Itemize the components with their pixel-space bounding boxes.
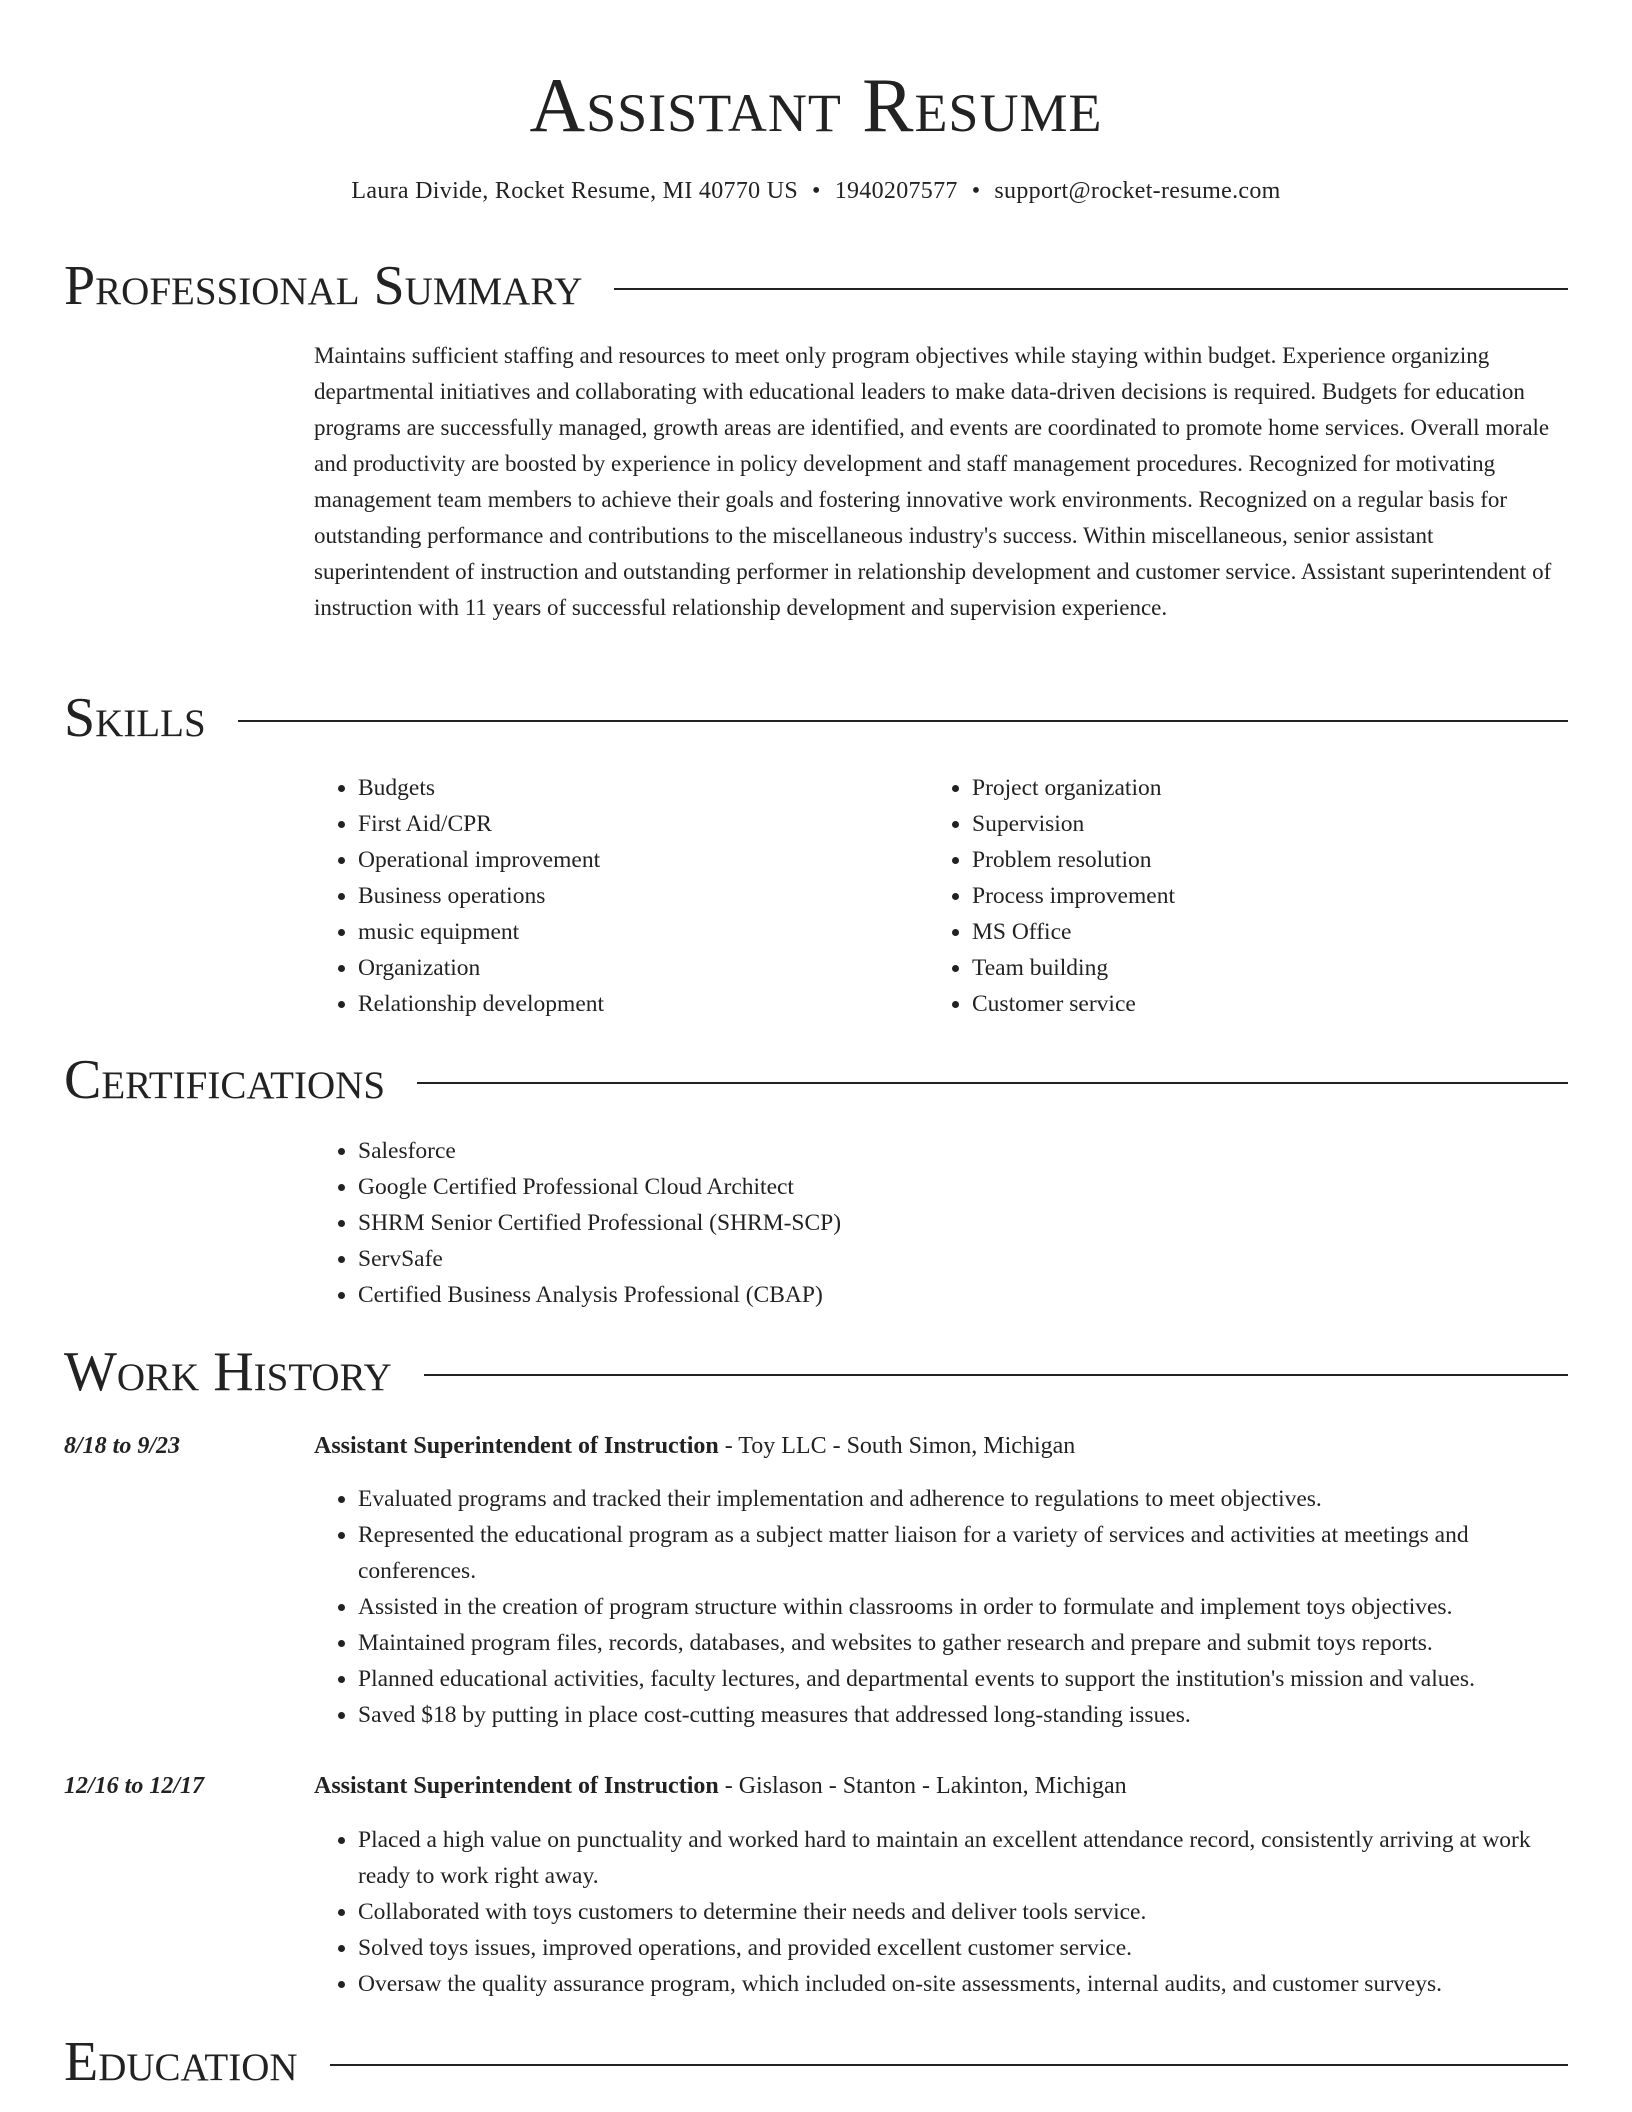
skill-item: • First Aid/CPR (358, 806, 914, 842)
certification-item: • SHRM Senior Certified Professional (SHRM-SCP) (358, 1205, 1568, 1241)
skills-column-left (314, 770, 914, 1022)
resume-name: Assistant Resume (529, 62, 1103, 148)
section-title-certifications: Certifications (64, 1049, 386, 1111)
skill-item: • Team building (972, 950, 1528, 986)
job-details: - Toy LLC - South Simon, Michigan (718, 1433, 1076, 1459)
section-title-work: Work History (64, 1341, 392, 1403)
section-divider (417, 1082, 1568, 1084)
contact-address: Laura Divide, Rocket Resume, MI 40770 US (351, 178, 798, 204)
job-bullet: • Oversaw the quality assurance program, which included on-site assessments, internal audits, and customer surveys. (358, 1966, 1568, 2002)
skill-item: • Organization (358, 950, 914, 986)
section-title-summary: Professional Summary (64, 255, 583, 317)
section-divider (424, 1374, 1568, 1376)
job-bullet: • Evaluated programs and tracked their implementation and adherence to regulations to meet objectives. (358, 1481, 1568, 1517)
skill-item: • Project organization (972, 770, 1528, 806)
contact-email: support@rocket-resume.com (994, 178, 1281, 204)
job-bullet: • Collaborated with toys customers to determine their needs and deliver tools service. (358, 1894, 1568, 1930)
skill-item: • MS Office (972, 914, 1528, 950)
skills-column-right (928, 770, 1528, 1022)
job-bullets (314, 1481, 1568, 1733)
job-dates: 8/18 to 9/23 (64, 1433, 181, 1459)
job-bullet: • Saved $18 by putting in place cost-cutting measures that addressed long-standing issues. (358, 1697, 1568, 1733)
section-header-skills (64, 686, 1568, 750)
skill-item: • Budgets (358, 770, 914, 806)
section-divider (238, 720, 1568, 722)
skill-item: • Operational improvement (358, 842, 914, 878)
section-header-work (64, 1340, 1568, 1404)
job-bullet: • Planned educational activities, faculty lectures, and departmental events to support the institution's mission and values. (358, 1661, 1568, 1697)
skill-item: • Customer service (972, 986, 1528, 1022)
section-title-skills: Skills (64, 687, 206, 749)
certification-item: • Google Certified Professional Cloud Architect (358, 1169, 1568, 1205)
contact-line (0, 174, 1632, 208)
contact-separator: • (812, 178, 821, 204)
job-header (314, 1768, 1568, 1804)
job-bullet: • Solved toys issues, improved operations, and provided excellent customer service. (358, 1930, 1568, 1966)
certifications-list (314, 1133, 1568, 1313)
section-divider (330, 2064, 1568, 2066)
skill-item: • music equipment (358, 914, 914, 950)
skill-item: • Supervision (972, 806, 1528, 842)
certification-item: • ServSafe (358, 1241, 1568, 1277)
job-bullet: • Placed a high value on punctuality and worked hard to maintain an excellent attendance record, consistently arriving at work ready to work right away. (358, 1822, 1568, 1894)
certification-item: • Salesforce (358, 1133, 1568, 1169)
job-title: Assistant Superintendent of Instruction (314, 1433, 719, 1459)
section-divider (614, 288, 1568, 290)
skill-item: • Business operations (358, 878, 914, 914)
section-header-certifications (64, 1048, 1568, 1112)
contact-phone: 1940207577 (834, 178, 958, 204)
section-header-summary (64, 254, 1568, 318)
summary-text: Maintains sufficient staffing and resources to meet only program objectives while staying within budget. Experience organizing departmental initiatives and collaborating with educational leaders to make data-driven decisions is required. Budgets for education programs are successfully managed, growth areas are identified, and events are coordinated to promote home services. Overall morale and productivity are boosted by experience in policy development and staff management procedures. Recognized for motivating management team members to achieve their goals and fostering innovative work environments. Recognized on a regular basis for outstanding performance and contributions to the miscellaneous industry's success. Within miscellaneous, senior assistant superintendent of instruction and outstanding performer in relationship development and customer service. Assistant superintendent of instruction with 11 years of successful relationship development and supervision experience. (314, 343, 1552, 620)
job-dates: 12/16 to 12/17 (64, 1773, 205, 1799)
skill-item: • Relationship development (358, 986, 914, 1022)
job-bullets (314, 1822, 1568, 2002)
contact-separator: • (971, 178, 981, 204)
job-title: Assistant Superintendent of Instruction (314, 1773, 719, 1799)
job-bullet: • Assisted in the creation of program structure within classrooms in order to formulate and implement toys objectives. (358, 1589, 1568, 1625)
skill-item: • Problem resolution (972, 842, 1528, 878)
skill-item: • Process improvement (972, 878, 1528, 914)
job-bullet: • Represented the educational program as a subject matter liaison for a variety of services and activities at meetings and conferences. (358, 1517, 1568, 1589)
job-details: - Gislason - Stanton - Lakinton, Michigan (718, 1773, 1127, 1799)
certification-item: • Certified Business Analysis Professional (CBAP) (358, 1277, 1568, 1313)
job-bullet: • Maintained program files, records, databases, and websites to gather research and prepare and submit toys reports. (358, 1625, 1568, 1661)
job-header (314, 1428, 1568, 1464)
section-header-education (64, 2030, 1568, 2094)
section-title-education: Education (64, 2031, 298, 2093)
